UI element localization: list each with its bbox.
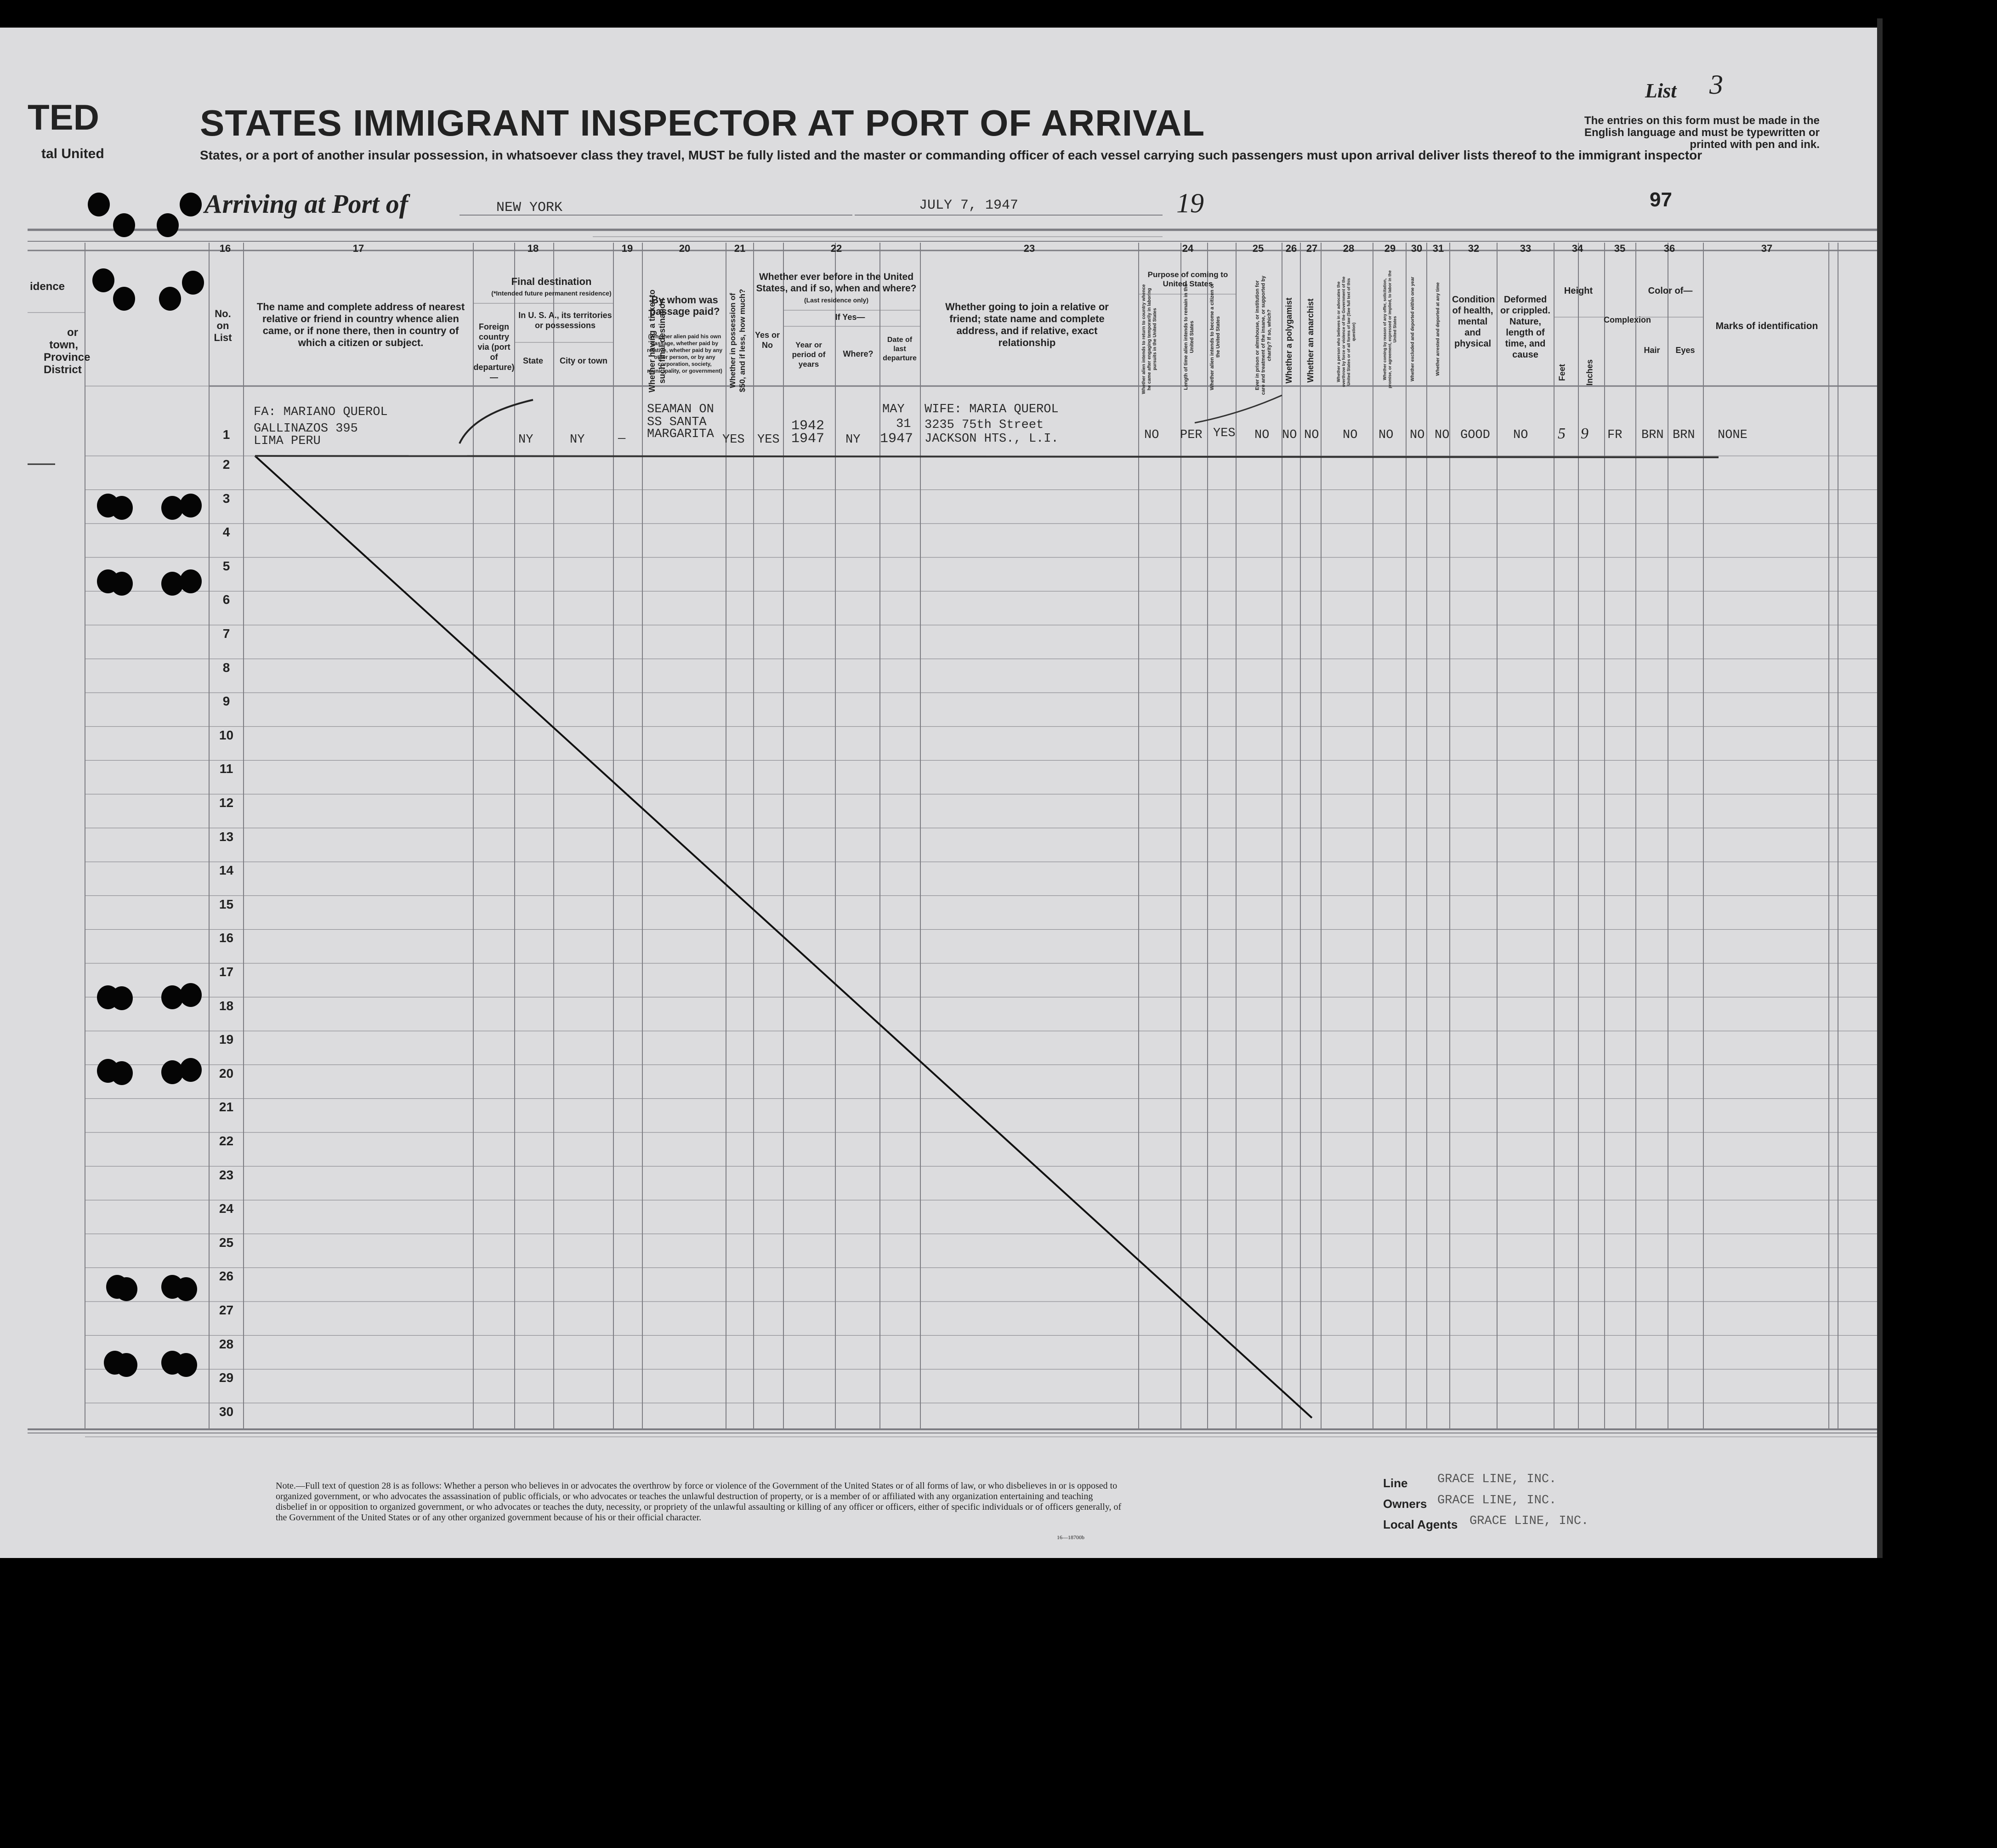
col18-state-header: State	[522, 356, 543, 365]
passage-line1: SEAMAN ON	[647, 403, 714, 416]
page-title: STATES IMMIGRANT INSPECTOR AT PORT OF ARRIVAL	[200, 102, 1205, 143]
punch-hole	[175, 1353, 197, 1377]
row-number: 17	[219, 965, 234, 979]
punch-hole	[111, 572, 133, 596]
form-code: 16—18700b	[1057, 1534, 1084, 1541]
punch-hole	[113, 287, 135, 311]
col18-title: Final destination	[511, 276, 592, 287]
col26-header: Whether a polygamist	[1284, 297, 1294, 384]
row-number: 9	[222, 694, 230, 709]
row-number: 30	[219, 1404, 234, 1419]
row-number: 3	[222, 491, 230, 506]
column-number: 32	[1468, 243, 1480, 254]
ticket-value: —	[618, 432, 626, 446]
row-number: 1	[222, 427, 230, 442]
line-label: Line	[1383, 1476, 1408, 1490]
row-number: 15	[219, 897, 234, 911]
row-number: 13	[219, 829, 234, 844]
where-value: NY	[845, 433, 861, 447]
col28-header: Whether a person who believes in or advocates the overthrow by force or violence of the Government of the United States or of all forms of law (See full text of this question)	[1336, 276, 1356, 387]
col24-return-header: Whether alien intends to return to country whence he came after engaging temporarily in laboring pursuits in the United States	[1141, 284, 1157, 394]
column-number: 31	[1432, 243, 1444, 254]
punch-hole	[159, 287, 181, 311]
column-number: 35	[1614, 243, 1626, 254]
punch-hole	[180, 1058, 202, 1082]
header-left-fragment: TED	[28, 97, 99, 137]
paper-edge-shadow	[1877, 18, 1883, 1558]
col22-date-header: Date of last departure	[883, 336, 917, 362]
years-line2: 1947	[791, 431, 825, 447]
col30-header: Whether excluded and deported within one year	[1410, 277, 1415, 381]
col37-header: Marks of identification	[1715, 321, 1818, 331]
column-number: 17	[352, 243, 364, 254]
page-number: 97	[1650, 188, 1672, 211]
col18-foreign-header: Foreign country via (port of departure)—	[473, 322, 515, 382]
punch-hole	[111, 986, 133, 1010]
col27-header: Whether an anarchist	[1306, 298, 1315, 383]
excluded-value: NO	[1410, 428, 1425, 442]
col33-header: Deformed or crippled. Nature, length of time, and cause	[1500, 295, 1550, 360]
col24-citizen-header: Whether alien intends to become a citizen of the United States	[1209, 283, 1221, 391]
departure-line3: 1947	[880, 431, 913, 447]
punch-hole	[111, 496, 133, 520]
col23-header: Whether going to join a relative or friend; state name and complete address, and if relative, exact relationship	[945, 301, 1109, 348]
col31-header: Whether arrested and deported at any time	[1435, 282, 1441, 376]
port-value: NEW YORK	[496, 200, 563, 216]
row-number: 27	[219, 1303, 234, 1317]
hair-value: BRN	[1641, 428, 1664, 442]
col36-header: Color of—	[1648, 286, 1693, 296]
departure-line2: 31	[896, 417, 911, 431]
col17-header: The name and complete address of nearest relative or friend in country whence alien came, or if none there, then in country of which a citizen or subject.	[256, 301, 465, 348]
date-value: JULY 7, 1947	[919, 198, 1019, 213]
col24-header: Purpose of coming to United States	[1147, 270, 1228, 288]
col34-feet-header: Feet	[1557, 364, 1567, 381]
year-prefix: 19	[1176, 188, 1204, 218]
row-number: 12	[219, 796, 234, 810]
partial-residence-header: idence	[30, 280, 65, 293]
col34-header: Height	[1564, 286, 1593, 296]
punch-hole	[115, 1277, 137, 1301]
list-number: 3	[1709, 69, 1723, 100]
column-number: 29	[1384, 243, 1396, 254]
punch-hole	[175, 1277, 197, 1301]
col24-length-header: Length of time alien intends to remain in the United States	[1183, 284, 1195, 390]
joining-line3: JACKSON HTS., L.I.	[925, 432, 1059, 446]
row-number: 8	[222, 660, 230, 675]
col20-note: (Whether alien paid his own passage, whether paid by relative, whether paid by any other person, or by any corporation, society, municipality, or government)	[647, 333, 723, 374]
row-number: 25	[219, 1235, 234, 1250]
joining-line2: 3235 75th Street	[925, 418, 1044, 432]
inches-value: 9	[1581, 425, 1589, 442]
column-number: 24	[1182, 243, 1194, 254]
row-number: 23	[219, 1167, 234, 1182]
polygamist-value: NO	[1282, 428, 1297, 442]
col20-header: By whom was passage paid?	[649, 294, 720, 317]
column-number: 28	[1343, 243, 1355, 254]
passage-line3: MARGARITA	[647, 427, 714, 441]
col19-header: Whether having a ticket to such final destination	[647, 289, 667, 393]
row-number: 5	[222, 558, 230, 573]
page-subtitle: States, or a port of another insular possession, in whatsoever class they travel, MUST be fully listed and the master or commanding officer of each vessel carrying such passengers must upon arrival deliver lists thereof to the immigrant inspector	[200, 148, 1702, 162]
column-number: 27	[1306, 243, 1318, 254]
column-number: 34	[1572, 243, 1583, 254]
punch-hole	[182, 271, 204, 295]
anarchist-value: NO	[1304, 428, 1319, 442]
feet-value: 5	[1558, 425, 1566, 442]
col32-header: Condition of health, mental and physical	[1452, 295, 1495, 349]
punch-hole	[180, 569, 202, 593]
money-value: YES	[722, 433, 745, 447]
line-value: GRACE LINE, INC.	[1437, 1473, 1557, 1486]
row-number: 20	[219, 1066, 234, 1080]
col21-header: Whether in possession of $50, and if less, how much?	[728, 289, 747, 392]
row-number: 11	[219, 762, 233, 776]
column-number: 30	[1411, 243, 1423, 254]
col22-year-header: Year or period of years	[792, 341, 826, 369]
punch-hole	[180, 494, 202, 517]
column-number: 16	[219, 243, 231, 254]
row-number: 26	[219, 1269, 234, 1284]
column-number: 20	[679, 243, 691, 254]
column-number: 22	[830, 243, 842, 254]
column-number: 21	[734, 243, 746, 254]
row-number: 4	[222, 525, 230, 540]
col18-note: (*Intended future permanent residence)	[491, 290, 612, 297]
before-us-value: YES	[757, 433, 780, 447]
row-number: 6	[222, 592, 230, 607]
punch-hole	[113, 213, 135, 237]
column-number: 33	[1520, 243, 1532, 254]
passage-line2: SS SANTA	[647, 415, 707, 429]
punch-hole	[157, 213, 179, 237]
punch-hole	[92, 268, 114, 292]
col35-header: Complexion	[1604, 315, 1651, 324]
form-instructions: The entries on this form must be made in the English language and must be typewritten or printed with pen and ink.	[1584, 114, 1820, 151]
col22-yesno-header: Yes or No	[755, 330, 780, 350]
marks-value: NONE	[1718, 428, 1747, 442]
header-left-fragment-2: tal United	[41, 146, 104, 161]
col18-city-header: City or town	[560, 356, 607, 365]
punch-hole	[111, 1061, 133, 1085]
prison-value: NO	[1254, 428, 1270, 442]
relative-line3: LIMA PERU	[254, 434, 321, 448]
paper-background	[0, 28, 1878, 1558]
punch-hole	[180, 983, 202, 1007]
agents-label: Local Agents	[1383, 1518, 1458, 1531]
punch-hole	[180, 193, 202, 216]
row-number: 19	[219, 1032, 234, 1047]
row-number: 16	[219, 931, 234, 945]
list-label: List	[1645, 80, 1677, 102]
col22-where-header: Where?	[843, 349, 874, 358]
column-number: 18	[527, 243, 539, 254]
row-number: 18	[219, 998, 234, 1013]
row-number: 24	[219, 1201, 234, 1216]
years-line1: 1942	[791, 418, 825, 434]
agents-value: GRACE LINE, INC.	[1469, 1514, 1589, 1528]
row-number: 14	[219, 863, 234, 878]
length-value: PER	[1180, 428, 1203, 442]
row-number: 21	[219, 1100, 234, 1114]
deformed-value: NO	[1513, 428, 1528, 442]
col22-ifyes-header: If Yes—	[835, 313, 865, 322]
col36-eyes-header: Eyes	[1675, 346, 1695, 355]
row-number: 29	[219, 1370, 234, 1385]
destination-state: NY	[518, 433, 533, 447]
complexion-value: FR	[1607, 428, 1623, 442]
col34-inches-header: Inches	[1585, 359, 1594, 386]
column-number: 36	[1663, 243, 1675, 254]
col25-header: Ever in prison or almshouse, or institution for care and treatment of the insane, or supported by charity? If so, which?	[1254, 275, 1272, 395]
col16-header: No. on List	[214, 308, 232, 343]
column-number: 23	[1023, 243, 1035, 254]
relative-line1: FA: MARIANO QUEROL	[254, 405, 388, 419]
footer-note: Note.—Full text of question 28 is as follows: Whether a person who believes in or advocates the overthrow by force or violence of the Government of the United States or of all forms of law, or who disbelieves in or is opposed to organized government, or who advocates the assassination of public officials, or who advocates or teaches the unlawful destruction of property, or is a member of or affiliated with any organization entertaining and teaching disbelief in or opposition to organized government, or who advocates or teaches the duty, necessity, or propriety of the unlawful assaulting or killing of any officer or officers, either of specific individuals or of officers generally, of the Government of the United States or of any other organized government because of his or their official character.	[276, 1481, 1122, 1523]
deported-value: NO	[1435, 428, 1450, 442]
punch-hole	[115, 1353, 137, 1377]
col18-usa-header: In U. S. A., its territories or possessions	[518, 311, 612, 330]
destination-city: NY	[570, 433, 585, 447]
owners-label: Owners	[1383, 1497, 1427, 1511]
row-number: 2	[222, 457, 230, 472]
return-value: NO	[1144, 428, 1159, 442]
overthrow-value: NO	[1343, 428, 1358, 442]
departure-line1: MAY	[882, 403, 905, 416]
partial-residence-subheader: or town, Province District	[44, 326, 91, 376]
health-value: GOOD	[1460, 428, 1490, 442]
relative-line2: GALLINAZOS 395	[254, 422, 358, 436]
column-number: 19	[621, 243, 633, 254]
arriving-label: Arriving at Port of	[204, 189, 408, 219]
eyes-value: BRN	[1673, 428, 1695, 442]
row-number: 22	[219, 1134, 234, 1148]
col29-header: Whether coming by reason of any offer, solicitation, promise, or agreement, expressed or implied, to labor in the United States	[1382, 270, 1397, 388]
column-number: 26	[1285, 243, 1297, 254]
citizen-value: YES	[1213, 426, 1236, 440]
joining-line1: WIFE: MARIA QUEROL	[925, 403, 1059, 416]
row-number: 28	[219, 1336, 234, 1351]
owners-value: GRACE LINE, INC.	[1437, 1494, 1557, 1507]
col22-note: (Last residence only)	[804, 296, 869, 304]
punch-hole	[88, 193, 110, 216]
col22-header: Whether ever before in the United States, and if so, when and where?	[756, 272, 917, 294]
col36-hair-header: Hair	[1644, 346, 1660, 355]
row-number: 7	[222, 626, 230, 641]
offer-value: NO	[1379, 428, 1394, 442]
row-number: 10	[219, 728, 234, 742]
column-number: 37	[1761, 243, 1773, 254]
column-number: 25	[1252, 243, 1264, 254]
